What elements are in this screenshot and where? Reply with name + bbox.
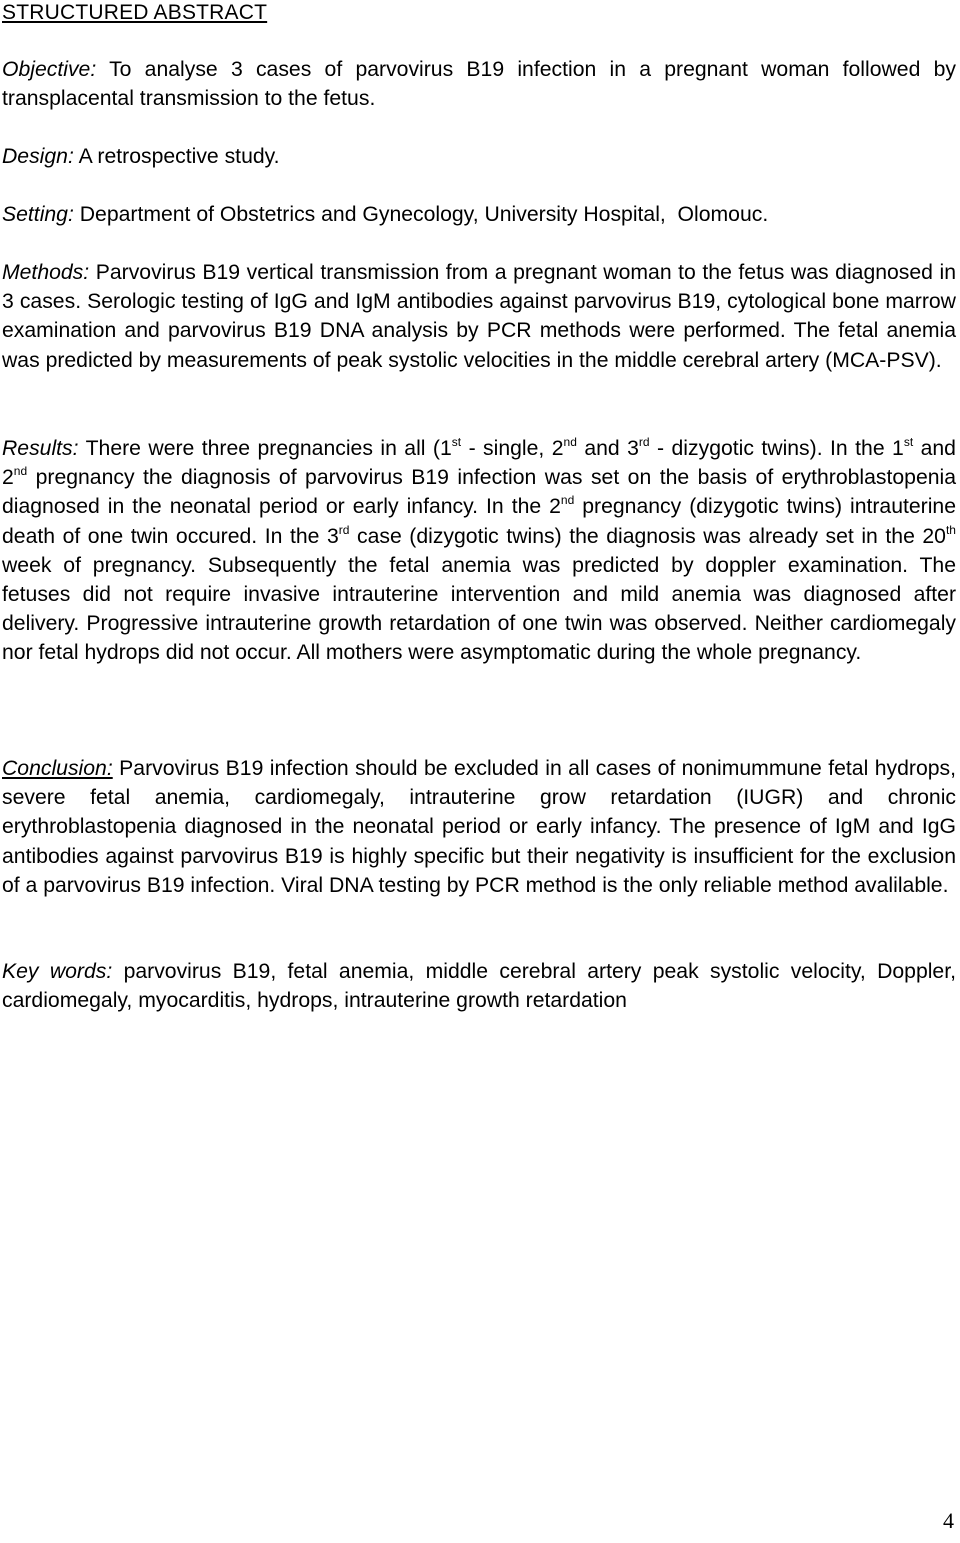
ordinal-suffix: st: [451, 435, 462, 449]
page-number: 4: [943, 1508, 954, 1533]
ordinal-suffix: nd: [563, 435, 577, 449]
results-text-7: pregnancy (dizygotic twins) intrauterine death of one twin occured. In the 3: [2, 495, 956, 548]
results-text-8: case (dizygotic twins) the diagnosis was already set in the 20: [349, 524, 946, 548]
results-text-5: and 2: [2, 437, 956, 490]
results-text-4: - dizygotic twins). In the 1: [649, 437, 904, 460]
ordinal-suffix: th: [945, 522, 956, 537]
keywords-paragraph: [2, 957, 956, 1015]
design-text: A retrospective study.: [78, 145, 280, 168]
section-heading: STRUCTURED ABSTRACT: [2, 1, 268, 24]
methods-text: Parvovirus B19 vertical transmission from a pregnant woman to the fetus was diagnosed in 3 cases. Serologic testing of IgG and IgM antibodies against parvovirus B19, cytological bone marrow examination and parvovirus B19 DNA analysis by PCR methods were performed. The fetal anemia was predicted by measurements of peak systolic velocities in the middle cerebral artery (MCA-PSV).: [2, 261, 957, 372]
design-paragraph: [2, 142, 956, 171]
ordinal-suffix: rd: [338, 522, 350, 537]
conclusion-label: Conclusion:: [2, 757, 113, 780]
keywords-label: Key words:: [2, 960, 113, 983]
ordinal-suffix: nd: [560, 493, 575, 508]
objective-text: To analyse 3 cases of parvovirus B19 infection in a pregnant woman followed by transplacental transmission to the fetus.: [2, 58, 956, 111]
results-paragraph: [2, 434, 956, 668]
methods-paragraph: [2, 258, 956, 375]
setting-paragraph: [2, 200, 956, 229]
objective-paragraph: [2, 55, 956, 113]
results-text-1: There were three pregnancies in all (1: [85, 437, 452, 460]
conclusion-text: Parvovirus B19 infection should be excluded in all cases of nonimummune fetal hydrops, severe fetal anemia, cardiomegaly, intrauterine grow retardation (IUGR) and chronic erythroblastopenia diagnosed in the neonatal period or early infancy. The presence of IgM and IgG antibodies against parvovirus B19 is highly specific but their negativity is insufficient for the exclusion of a parvovirus B19 infection. Viral DNA testing by PCR method is the only reliable method avalilable.: [2, 757, 956, 897]
design-label: Design:: [2, 145, 74, 168]
ordinal-suffix: st: [903, 435, 914, 449]
results-text-6: pregnancy the diagnosis of parvovirus B19 infection was set on the basis of erythroblastopenia diagnosed in the neonatal period or early infancy. In the 2: [2, 466, 956, 519]
conclusion-paragraph: [2, 754, 956, 900]
results-text-9: week of pregnancy. Subsequently the fetal anemia was predicted by doppler examination. The fetuses did not require invasive intrauterine intervention and mild anemia was diagnosed after delivery. Progressive intrauterine growth retardation of one twin was observed. Neither cardiomegaly nor fetal hydrops did not occur. All mothers were asymptomatic during the whole pregnancy.: [2, 553, 956, 665]
results-label: Results:: [2, 437, 79, 460]
methods-label: Methods:: [2, 261, 90, 284]
keywords-text: parvovirus B19, fetal anemia, middle cerebral artery peak systolic velocity, Doppler, cardiomegaly, myocarditis, hydrops, intrauterine growth retardation: [2, 960, 956, 1013]
results-text-3: and 3: [576, 437, 639, 460]
objective-label: Objective:: [2, 58, 97, 81]
results-text-2: - single, 2: [461, 437, 564, 460]
ordinal-suffix: nd: [13, 464, 28, 479]
ordinal-suffix: rd: [638, 435, 650, 449]
setting-text: Department of Obstetrics and Gynecology, University Hospital, Olomouc.: [79, 203, 769, 226]
setting-label: Setting:: [2, 203, 74, 226]
